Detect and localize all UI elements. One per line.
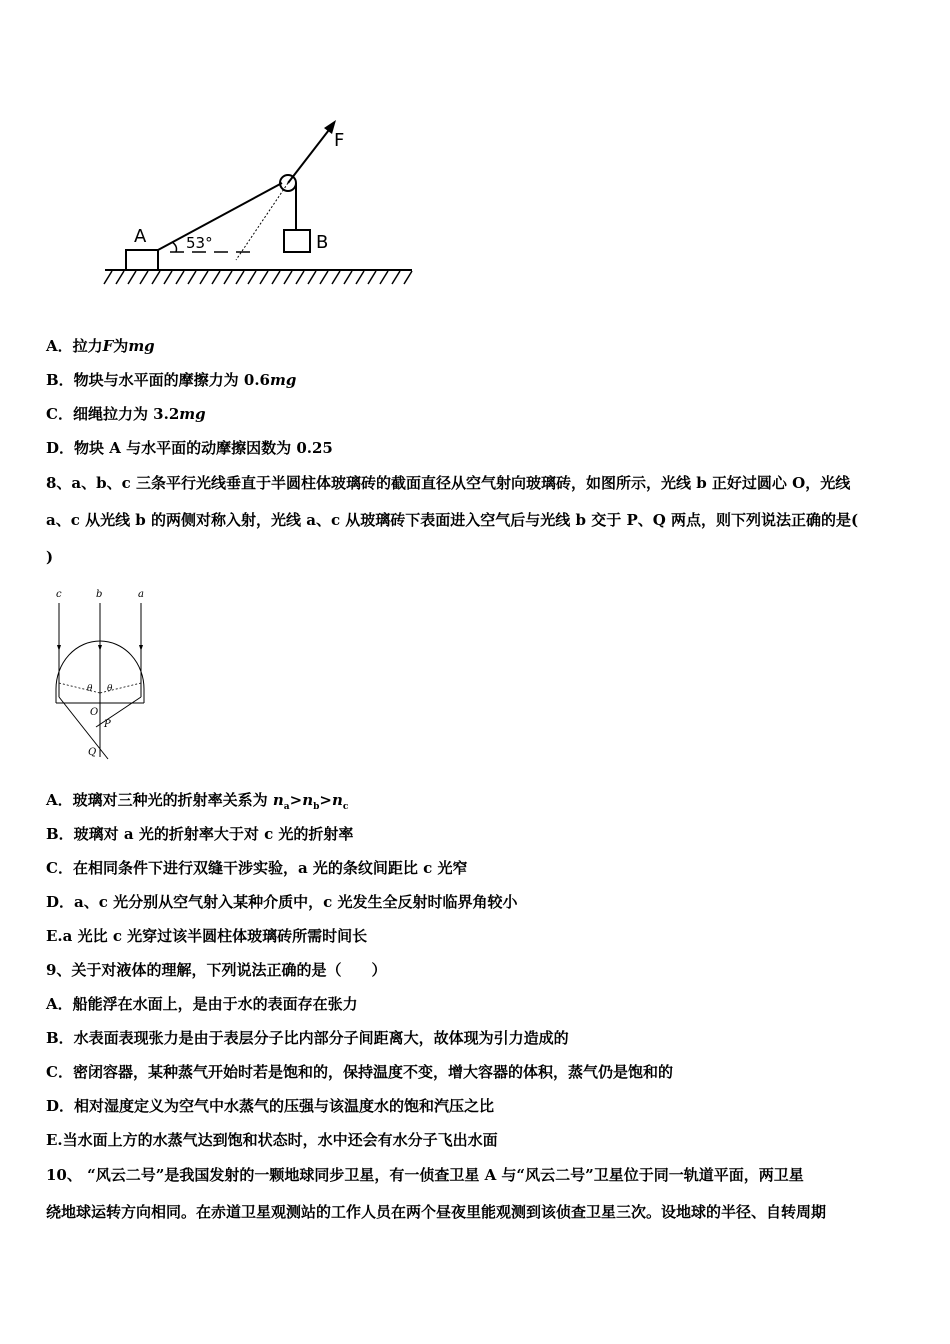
angle-label: 53° xyxy=(186,234,213,252)
q9-option-e: E.当水面上方的水蒸气达到饱和状态时，水中还会有水分子飞出水面 xyxy=(46,1131,498,1149)
q7-option-c: C．细绳拉力为 3.2mg xyxy=(46,405,206,423)
q8-option-b: B．玻璃对 a 光的折射率大于对 c 光的折射率 xyxy=(46,825,354,843)
block-a xyxy=(126,250,158,270)
point-p-label: P xyxy=(104,719,111,730)
label-f: F xyxy=(334,130,345,151)
ground-hatching xyxy=(104,271,412,284)
center-o-label: O xyxy=(90,707,99,718)
q9-stem: 9、关于对液体的理解，下列说法正确的是（ ） xyxy=(46,961,387,979)
glass-brick-figure xyxy=(44,585,164,765)
q8-stem-line2: a、c 从光线 b 的两侧对称入射，光线 a、c 从玻璃砖下表面进入空气后与光线 b 交于 P、Q 两点，则下列说法正确的是( xyxy=(46,511,859,529)
ray-a-label: a xyxy=(138,589,144,600)
q8-option-e: E.a 光比 c 光穿过该半圆柱体玻璃砖所需时间长 xyxy=(46,927,368,945)
q10-stem-line2: 绕地球运转方向相同。在赤道卫星观测站的工作人员在两个昼夜里能观测到该侦查卫星三次。设地球的半径、自转周期 xyxy=(46,1203,827,1221)
q9-option-b: B．水表面表现张力是由于表层分子比内部分子间距离大，故体现为引力造成的 xyxy=(46,1029,569,1047)
q9-option-a: A．船能浮在水面上，是由于水的表面存在张力 xyxy=(46,995,358,1013)
point-q-label: Q xyxy=(88,747,97,758)
q8-stem-line1: 8、a、b、c 三条平行光线垂直于半圆柱体玻璃砖的截面直径从空气射向玻璃砖，如图所示，光线 b 正好过圆心 O，光线 xyxy=(46,474,851,492)
q8-option-d: D．a、c 光分别从空气射入某种介质中，c 光发生全反射时临界角较小 xyxy=(46,893,518,911)
q8-option-c: C．在相同条件下进行双缝干涉实验，a 光的条纹间距比 c 光窄 xyxy=(46,859,468,877)
q8-stem-line3: ) xyxy=(46,548,54,566)
theta-right-label: θ xyxy=(107,684,113,694)
force-diagram-figure xyxy=(100,112,420,292)
q8-option-a: A．玻璃对三种光的折射率关系为 $n_a>n_b>n_c$ xyxy=(46,791,349,812)
q9-option-c: C．密闭容器，某种蒸气开始时若是饱和的，保持温度不变，增大容器的体积，蒸气仍是饱和的 xyxy=(46,1063,673,1081)
ray-b-label: b xyxy=(96,589,103,600)
q7-option-a: A．拉力F为mg xyxy=(46,337,155,355)
block-b xyxy=(284,230,310,252)
q7-option-d: D．物块 A 与水平面的动摩擦因数为 0.25 xyxy=(46,439,333,457)
ray-c-label: c xyxy=(56,589,62,600)
q9-option-d: D．相对湿度定义为空气中水蒸气的压强与该温度水的饱和汽压之比 xyxy=(46,1097,495,1115)
label-a: A xyxy=(134,226,147,247)
q7-option-b: B．物块与水平面的摩擦力为 0.6mg xyxy=(46,371,297,389)
label-b: B xyxy=(316,232,329,253)
theta-left-label: θ xyxy=(87,684,93,694)
q10-stem-line1: 10、 “风云二号”是我国发射的一颗地球同步卫星，有一侦查卫星 A 与“风云二号”卫星位于同一轨道平面，两卫星 xyxy=(46,1166,804,1184)
